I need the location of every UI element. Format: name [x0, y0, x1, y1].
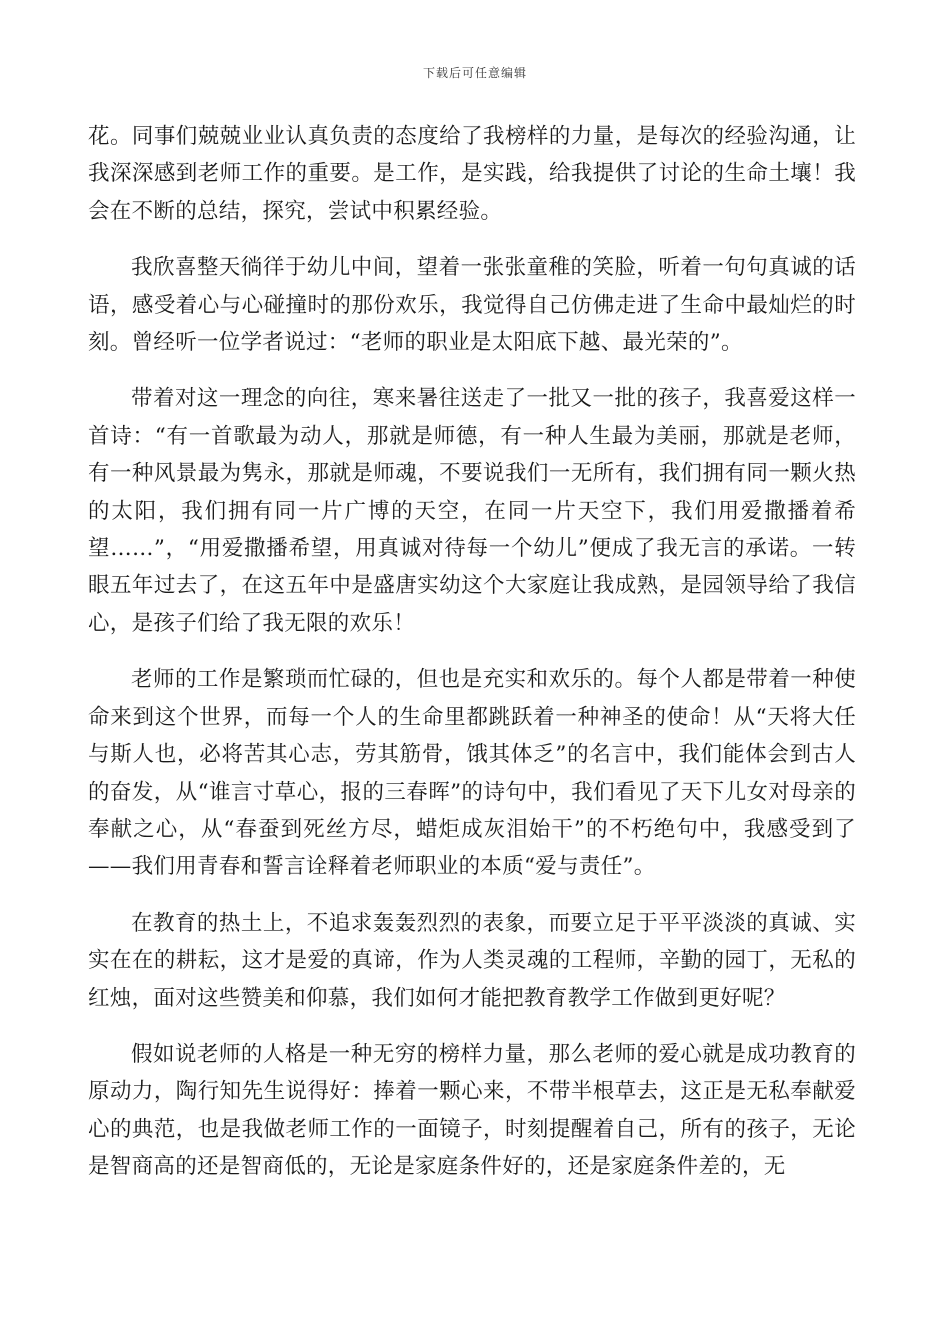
page-header-note: 下载后可任意编辑 — [422, 66, 527, 80]
paragraph-3: 带着对这一理念的向往，寒来暑往送走了一批又一批的孩子，我喜爱这样一首诗：“有一首歌最为动人，那就是师德，有一种人生最为美丽，那就是老师，有一种风景最为隽永，那就是师魂，不要说我们一无所有，我们拥有同一颗火热的太阳，我们拥有同一片广博的天空，在同一片天空下，我们用爱撒播着希望……”，“用爱撒播希望，用真诚对待每一个幼儿”便成了我无言的承诺。一转眼五年过去了，在这五年中是盛唐实幼这个大家庭让我成熟，是园领导给了我信心，是孩子们给了我无限的欢乐！ — [88, 386, 856, 636]
paragraph-6: 假如说老师的人格是一种无穷的榜样力量，那么老师的爱心就是成功教育的原动力，陶行知先生说得好：捧着一颗心来，不带半根草去，这正是无私奉献爱心的典范，也是我做老师工作的一面镜子，时刻提醒着自己，所有的孩子，无论是智商高的还是智商低的，无论是家庭条件好的，还是家庭条件差的，无 — [88, 1041, 856, 1180]
document-body — [88, 118, 856, 1205]
paragraph-4: 老师的工作是繁琐而忙碌的，但也是充实和欢乐的。每个人都是带着一种使命来到这个世界，而每一个人的生命里都跳跃着一种神圣的使命！从“天将大任与斯人也，必将苦其心志，劳其筋骨，饿其体乏”的名言中，我们能体会到古人的奋发，从“谁言寸草心，报的三春晖”的诗句中，我们看见了天下儿女对母亲的奉献之心，从“春蚕到死丝方尽，蜡炬成灰泪始干”的不朽绝句中，我感受到了——我们用青春和誓言诠释着老师职业的本质“爱与责任”。 — [88, 667, 856, 880]
paragraph-2: 我欣喜整天徜徉于幼儿中间，望着一张张童稚的笑脸，听着一句句真诚的话语，感受着心与心碰撞时的那份欢乐，我觉得自己仿佛走进了生命中最灿烂的时刻。曾经听一位学者说过：“老师的职业是太阳底下越、最光荣的”。 — [88, 255, 856, 356]
paragraph-1: 花。同事们兢兢业业认真负责的态度给了我榜样的力量，是每次的经验沟通，让我深深感到老师工作的重要。是工作，是实践，给我提供了讨论的生命土壤！我会在不断的总结，探究，尝试中积累经验。 — [88, 124, 856, 224]
paragraph-5: 在教育的热土上，不追求轰轰烈烈的表象，而要立足于平平淡淡的真诚、实实在在的耕耘，这才是爱的真谛，作为人类灵魂的工程师，辛勤的园丁，无私的红烛，面对这些赞美和仰慕，我们如何才能把教育教学工作做到更好呢？ — [88, 910, 856, 1011]
